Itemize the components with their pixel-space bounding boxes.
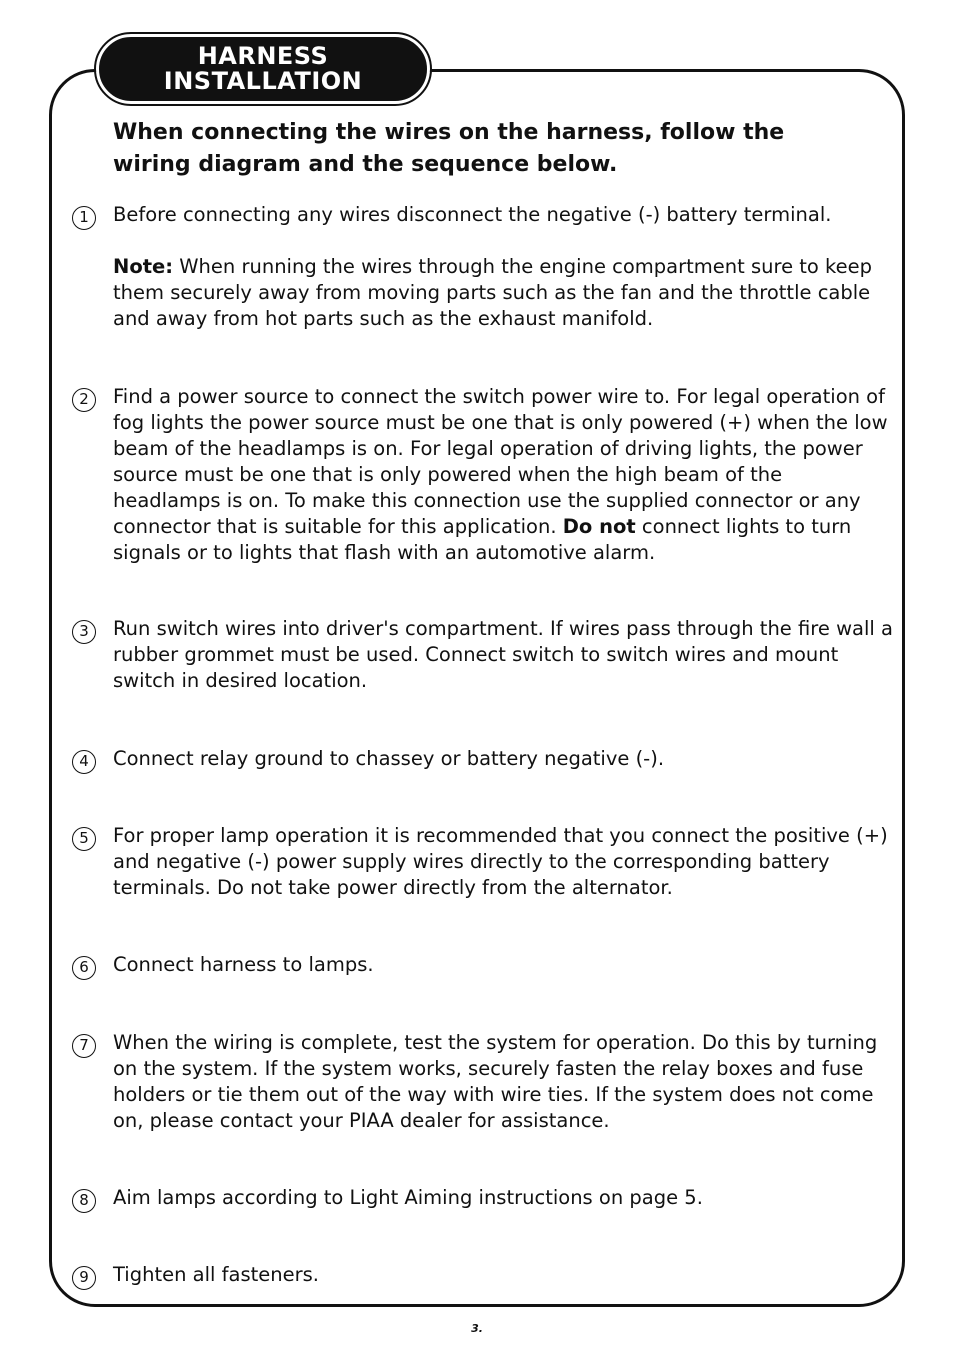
step-text: When the wiring is complete, test the system for operation. Do this by turning on the system. If the system works, securely fasten the relay boxes and fuse holders or tie them out of the way with wire ties. If the system does not come on, please contact your PIAA dealer for assistance. (113, 1031, 878, 1132)
step-4 (72, 746, 888, 772)
step-5 (72, 823, 888, 901)
step-number-badge: 7 (72, 1034, 96, 1058)
step-7 (72, 1030, 888, 1134)
step-number-badge: 8 (72, 1189, 96, 1213)
step-text-part: Find a power source to connect the switch power wire to. For legal operation of fog lights the power source must be one that is only powered (+) when the low beam of the headlamps is on. For legal operation of driving lights, the power source must be one that is only powered when the high beam of the headlamps is on. To make this connection use the supplied connector or any connector that is suitable for this application. (113, 385, 888, 538)
step-number-badge: 2 (72, 388, 96, 412)
step-note (113, 254, 893, 332)
step-number-badge: 9 (72, 1266, 96, 1290)
step-3 (72, 616, 893, 694)
step-8 (72, 1185, 888, 1211)
step-text: Aim lamps according to Light Aiming instructions on page 5. (113, 1186, 703, 1209)
note-label: Note: (113, 255, 174, 278)
step-text (113, 384, 893, 566)
step-text: Tighten all fasteners. (113, 1263, 319, 1286)
step-text-part: connect lights to turn signals or to lights that flash with an automotive alarm. (113, 515, 852, 564)
step-text: Run switch wires into driver's compartment. If wires pass through the fire wall a rubber grommet must be used. Connect switch to switch wires and mount switch in desired location. (113, 617, 893, 692)
intro-heading: When connecting the wires on the harness, follow the wiring diagram and the sequence below. (113, 120, 785, 177)
step-1 (72, 202, 888, 332)
page-number: 3. (471, 1322, 483, 1335)
step-number-badge: 6 (72, 956, 96, 980)
step-6 (72, 952, 888, 978)
note-text: When running the wires through the engine compartment sure to keep them securely away from moving parts such as the fan and the throttle cable and away from hot parts such as the exhaust manifold. (113, 255, 873, 330)
step-2 (72, 384, 888, 566)
step-number-badge: 1 (72, 206, 96, 230)
section-title-badge (96, 34, 430, 104)
step-text-emphasis: Do not (562, 515, 636, 538)
step-number-badge: 3 (72, 620, 96, 644)
step-9 (72, 1262, 888, 1288)
section-title-line2: INSTALLATION (163, 67, 363, 95)
step-number-badge: 5 (72, 827, 96, 851)
step-text: Before connecting any wires disconnect the negative (-) battery terminal. (113, 203, 832, 226)
step-number-badge: 4 (72, 750, 96, 774)
step-text: Connect harness to lamps. (113, 953, 374, 976)
section-title-line1: HARNESS (197, 42, 329, 70)
step-text: For proper lamp operation it is recommended that you connect the positive (+) and negative (-) power supply wires directly to the corresponding battery terminals. Do not take power directly from the alternator. (113, 824, 888, 899)
step-text: Connect relay ground to chassey or battery negative (-). (113, 747, 665, 770)
